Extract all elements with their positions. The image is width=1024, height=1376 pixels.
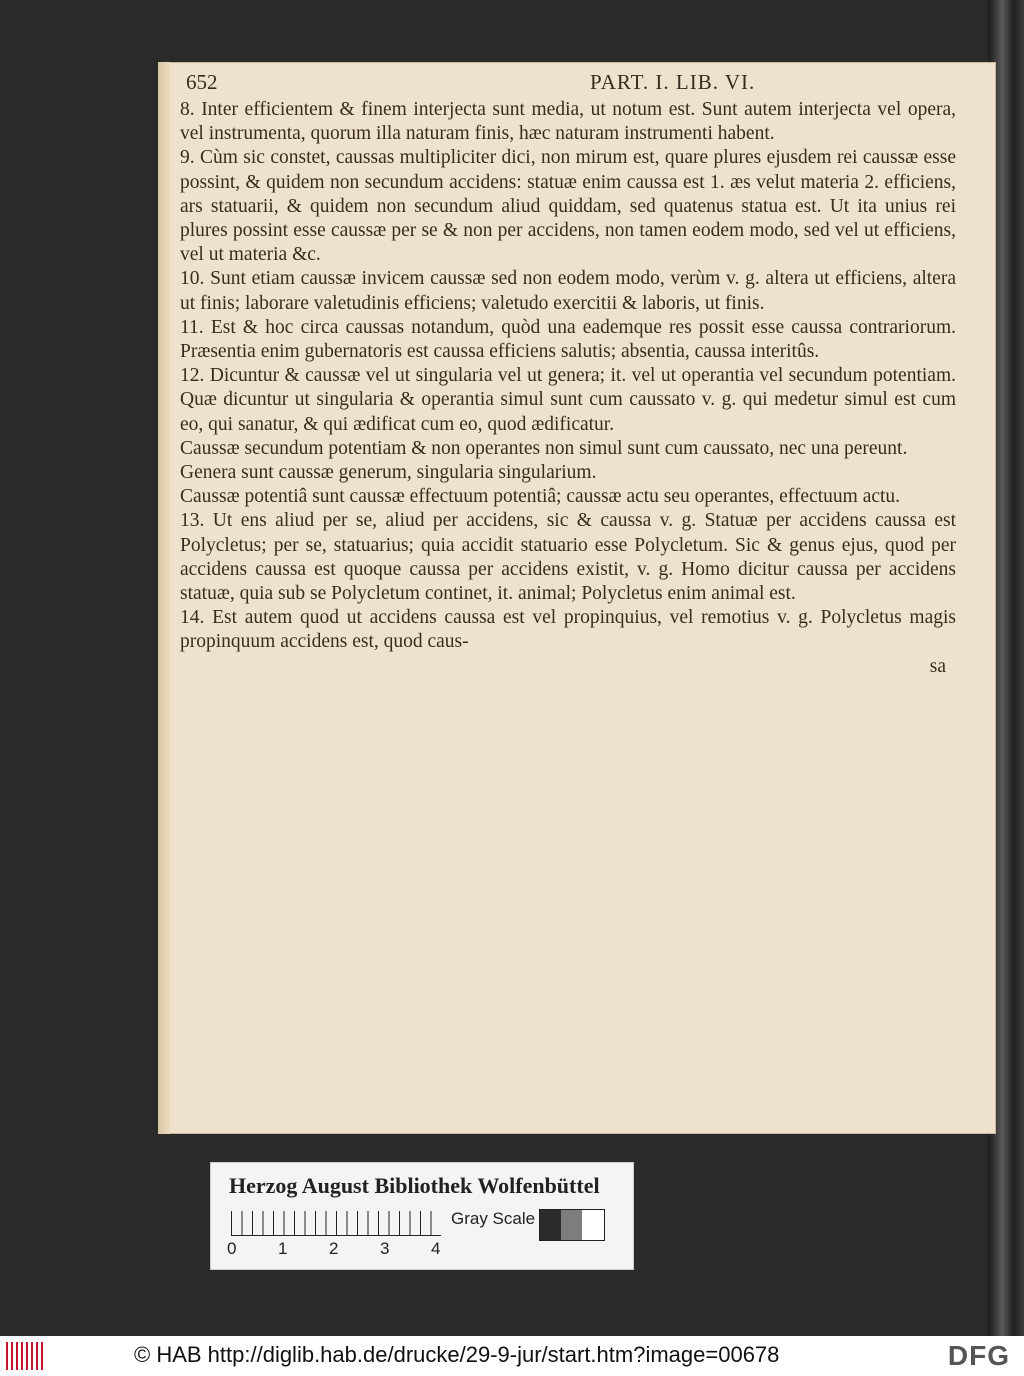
scale-number: 1	[278, 1239, 288, 1258]
paragraph-12-potentia: Caussæ secundum potentiam & non operantes non simul sunt cum caussato, nec una pereunt.	[180, 437, 908, 459]
footer-bar	[0, 1336, 1024, 1376]
page-gutter	[158, 62, 170, 1134]
paragraph-8: 8. Inter efficientem & finem interjecta sunt media, ut notum est. Sunt autem interjecta vel opera, vel instrumenta, quorum illa naturam finis, hæc naturam instrumenti habent.	[180, 99, 956, 145]
scale-number: 2	[329, 1239, 339, 1258]
running-title: PART. I. LIB. VI.	[590, 70, 756, 94]
source-url-link[interactable]: © HAB http://diglib.hab.de/drucke/29-9-jur/start.htm?image=00678	[134, 1342, 780, 1367]
dfg-logo: DFG	[947, 1340, 1010, 1371]
library-name: Herzog August Bibliothek Wolfenbüttel	[229, 1173, 600, 1198]
paragraph-13: 13. Ut ens aliud per se, aliud per accidens, sic & caussa v. g. Statuæ per accidens caussa est Polycletus; per se, statuarius; quia accidit statuario esse Polycletum. Sic & genus ejus, quod per accidens caussa est quoque caussa per accidens existit, v. g. Homo dicitur caussa per accidens statuæ, quia sub se Polycletum continet, it. animal; Polycletus enim animal est.	[180, 510, 956, 605]
catchword: sa	[929, 655, 946, 677]
hab-logo-icon	[6, 1342, 44, 1370]
page-number: 652	[186, 70, 218, 94]
paragraph-9: 9. Cùm sic constet, caussas multipliciter dici, non mirum est, quare plures ejusdem rei caussæ esse possint, & quidem non secundum accidens: statuæ enim caussa est 1. æs velut materia 2. efficiens, ars statuarii, & quidem non secundum aliud quiddam, sed quatenus statua est. Ut ita unius rei plures possint esse caussæ per se & non per accidens, non tamen eodem modo, sed vel ut efficiens, vel ut materia &c.	[180, 147, 956, 266]
paragraph-10: 10. Sunt etiam caussæ invicem caussæ sed non eodem modo, verùm v. g. altera ut efficiens, altera ut finis; laborare valetudinis efficiens; valetudo exercitii & laboris, ut finis.	[180, 268, 956, 314]
paragraph-12: 12. Dicuntur & caussæ vel ut singularia vel ut genera; it. vel ut operantia vel secundum potentiam. Quæ dicuntur ut singularia & operantia simul sunt cum caussato v. g. qui medetur simul est cum eo, qui sanatur, & qui ædificat cum eo, quod ædificatur.	[180, 365, 956, 435]
scale-numbers	[227, 1239, 482, 1259]
page-text	[180, 98, 956, 679]
gray-scale-swatch	[539, 1209, 605, 1241]
paragraph-12-genera: Genera sunt caussæ generum, singularia singularium.	[180, 462, 597, 484]
paragraph-14: 14. Est autem quod ut accidens caussa est vel propinquius, vel remotius v. g. Polycletus magis propinquum accidens est, quod caus-	[180, 607, 956, 653]
scale-number: 0	[227, 1239, 237, 1258]
scale-number: 4	[431, 1239, 441, 1258]
running-head	[186, 70, 996, 98]
color-card	[210, 1162, 634, 1270]
scale-ruler	[231, 1211, 441, 1236]
paragraph-11: 11. Est & hoc circa caussas notandum, quòd una eademque res possit esse caussa contrariorum. Præsentia enim gubernatoris est caussa efficiens salutis; absentia, caussa interitûs.	[180, 316, 956, 363]
scale-number: 3	[380, 1239, 390, 1258]
paragraph-12-actu: Caussæ potentiâ sunt caussæ effectuum potentiâ; caussæ actu seu operantes, effectuum actu.	[180, 486, 901, 508]
gray-scale-label: Gray Scale	[451, 1209, 536, 1228]
